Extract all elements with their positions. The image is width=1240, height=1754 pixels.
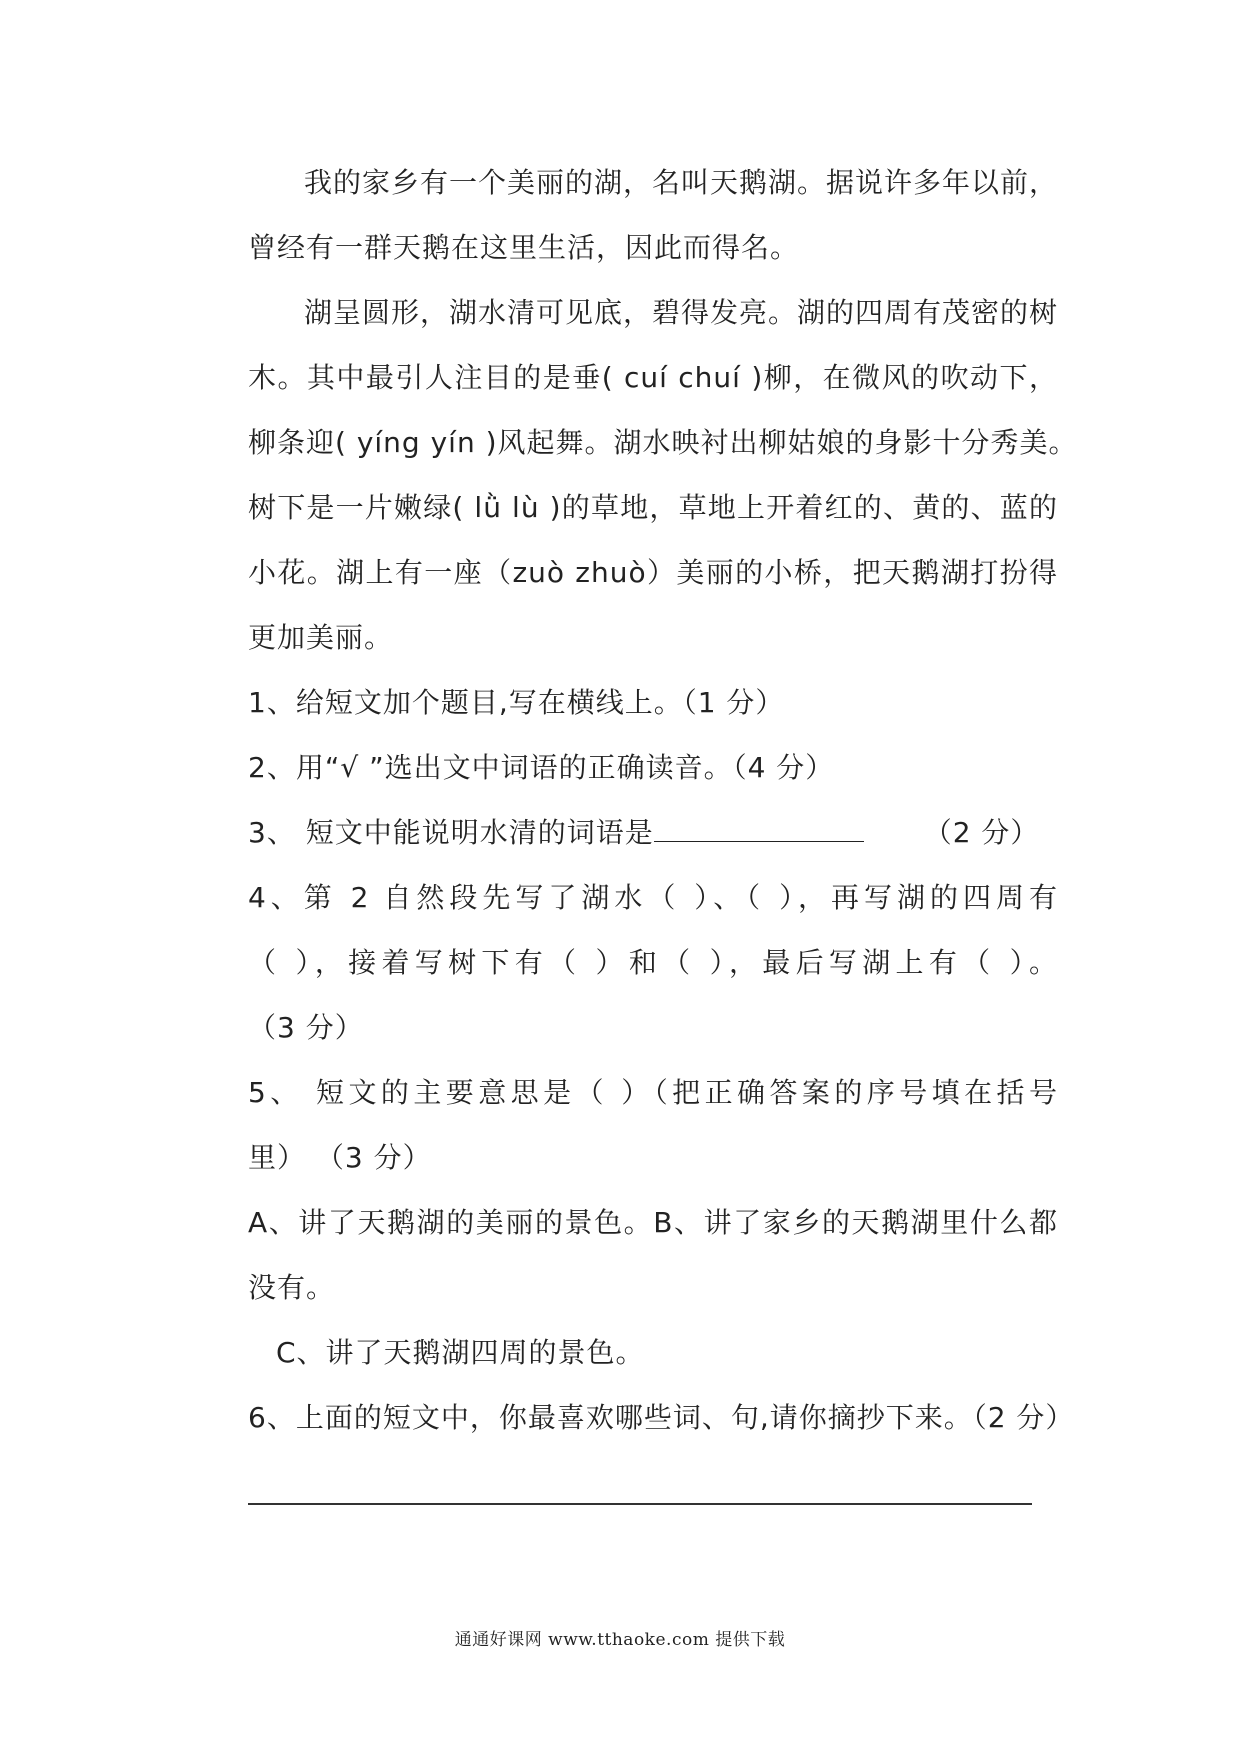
passage-p2-line5: 小花。湖上有一座（zuò zhuò）美丽的小桥，把天鹅湖打扮得 <box>248 556 1058 589</box>
question-3 <box>248 800 1058 865</box>
question-1: 1、给短文加个题目,写在横线上。（1 分） <box>248 686 785 719</box>
footer-source: 通通好课网 www.tthaoke.com 提供下载 <box>454 1630 786 1650</box>
passage-p2-line2: 木。其中最引人注目的是垂( cuí chuí )柳，在微风的吹动下， <box>248 361 1058 394</box>
passage-p1-line2: 曾经有一群天鹅在这里生活，因此而得名。 <box>248 231 800 264</box>
passage-p1-line1: 我的家乡有一个美丽的湖，名叫天鹅湖。据说许多年以前， <box>304 166 1059 199</box>
question-4-line2: （ ），接着写树下有（ ）和（ ），最后写湖上有（ ）。 <box>248 946 1058 979</box>
passage-p2-line6: 更加美丽。 <box>248 621 394 654</box>
question-4-line1: 4、第 2 自然段先写了湖水（ ）、（ ），再写湖的四周有 <box>248 881 1058 914</box>
question-2: 2、用“√ ”选出文中词语的正确读音。（4 分） <box>248 751 835 784</box>
question-5-line2: 里） （3 分） <box>248 1141 432 1174</box>
question-6-answer-line[interactable] <box>248 1503 1032 1505</box>
question-4-score: （3 分） <box>248 1011 364 1044</box>
question-5-option-c: C、讲了天鹅湖四周的景色。 <box>276 1336 645 1369</box>
question-6: 6、上面的短文中，你最喜欢哪些词、句,请你摘抄下来。（2 分） <box>248 1401 1075 1434</box>
passage-p2-line1: 湖呈圆形，湖水清可见底，碧得发亮。湖的四周有茂密的树 <box>304 296 1059 329</box>
question-5-option-b-continued: 没有。 <box>248 1271 336 1304</box>
question-3-text: 3、 短文中能说明水清的词语是 <box>248 816 654 849</box>
question-3-answer-blank[interactable] <box>654 815 864 842</box>
passage-p2-line3: 柳条迎( yíng yín )风起舞。湖水映衬出柳姑娘的身影十分秀美。 <box>248 426 1078 459</box>
question-3-score: （2 分） <box>923 816 1040 849</box>
passage-p2-line4: 树下是一片嫩绿( lǜ lù )的草地，草地上开着红的、黄的、蓝的 <box>248 491 1058 524</box>
question-5-option-a-b: A、讲了天鹅湖的美丽的景色。B、讲了家乡的天鹅湖里什么都 <box>248 1206 1058 1239</box>
question-5-line1: 5、 短文的主要意思是（ ）（把正确答案的序号填在括号 <box>248 1076 1058 1109</box>
worksheet-content <box>248 150 1078 1450</box>
